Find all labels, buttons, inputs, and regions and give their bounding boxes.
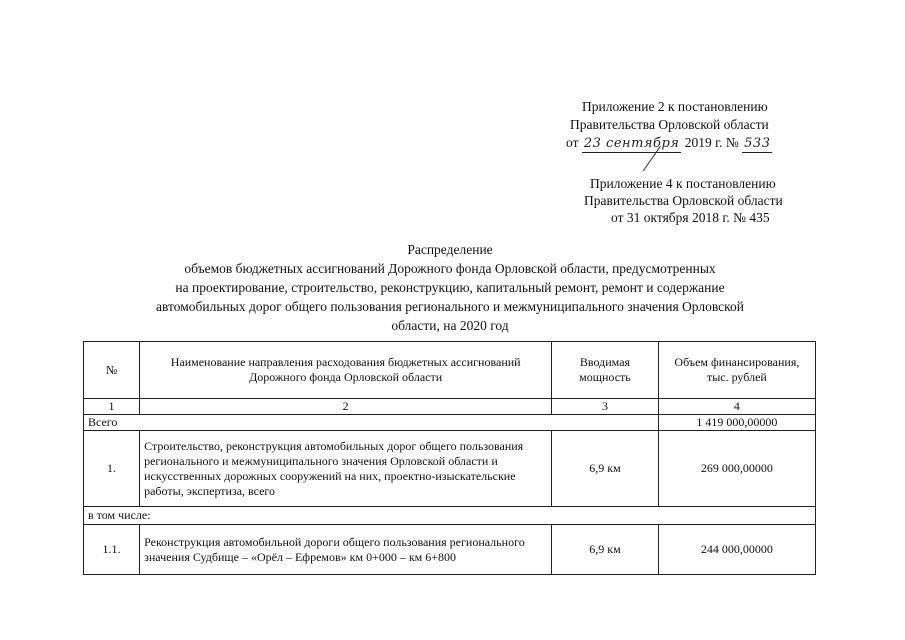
header-capacity: Вводимая мощность: [552, 342, 659, 399]
appendix-4-line2: Правительства Орловской области: [584, 193, 783, 208]
appendix-2-date-line: [566, 135, 772, 153]
row11-funding: 244 000,00000: [658, 525, 815, 575]
col-number-3: 3: [552, 399, 659, 415]
row11-num: 1.1.: [84, 525, 140, 575]
title-line5: области, на 2020 год: [391, 318, 509, 333]
appendix-2-line1: Приложение 2 к постановлению: [582, 99, 768, 114]
including-label: в том числе:: [84, 507, 816, 525]
total-row: [84, 415, 816, 431]
col-number-4: 4: [658, 399, 815, 415]
appendix-4-line3: от 31 октября 2018 г. № 435: [611, 210, 770, 225]
row11-name: Реконструкция автомобильной дороги общего пользования регионального значения Судбище – «Орёл – Ефремов» км 0+000 – км 6+800: [140, 525, 552, 575]
handwritten-number: 533: [744, 136, 771, 151]
title-line4: автомобильных дорог общего пользования регионального и межмуниципального значения Орловской: [156, 299, 744, 314]
appendix-2-line2: Правительства Орловской области: [570, 117, 769, 132]
header-name: Наименование направления расходования бюджетных ассигнований Дорожного фонда Орловской области: [140, 342, 552, 399]
date-prefix: от: [566, 135, 579, 150]
header-funding: Объем финансирования, тыс. рублей: [658, 342, 815, 399]
row1-capacity: 6,9 км: [552, 431, 659, 507]
table-row: [84, 431, 816, 507]
including-row: [84, 507, 816, 525]
col-number-1: 1: [84, 399, 140, 415]
total-label: Всего: [84, 415, 659, 431]
appendix-4-line1: Приложение 4 к постановлению: [590, 176, 776, 191]
row1-num: 1.: [84, 431, 140, 507]
row11-capacity: 6,9 км: [552, 525, 659, 575]
title-line1: Распределение: [407, 242, 493, 257]
column-numbers-row: [84, 399, 816, 415]
handwritten-date: 23 сентября: [583, 136, 680, 151]
table-header-row: [84, 342, 816, 399]
budget-table: [83, 341, 816, 575]
title-line3: на проектирование, строительство, реконструкцию, капитальный ремонт, ремонт и содержание: [175, 280, 725, 295]
row1-funding: 269 000,00000: [658, 431, 815, 507]
title-line2: объемов бюджетных ассигнований Дорожного фонда Орловской области, предусмотренных: [184, 261, 716, 276]
table-row: [84, 525, 816, 575]
col-number-2: 2: [140, 399, 552, 415]
document-title: [100, 240, 800, 335]
header-num: №: [84, 342, 140, 399]
row1-name: Строительство, реконструкция автомобильных дорог общего пользования регионального и межмуниципального значения Орловской области и искусственных дорожных сооружений на них, проектно-изыскательские работы, экспертиза, всего: [140, 431, 552, 507]
total-value: 1 419 000,00000: [658, 415, 815, 431]
date-suffix: 2019 г. №: [684, 135, 739, 150]
